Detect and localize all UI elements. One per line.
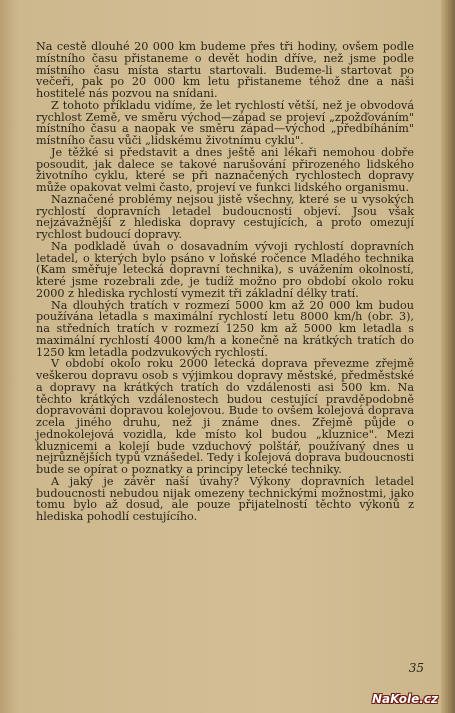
paragraph: Na podkladě úvah o dosavadním vývoji rychlostí dopravních letadel, o kterých bylo psáno v loňské ročence Mladého technika (Kam směřuje letecká dopravní technika), s uvážením okolností, které jsme rozebrali zde, je tudíž možno pro období okolo roku 2000 z hlediska rychlostí vymezit tři základní délky tratí. bbox=[36, 239, 414, 300]
page-edge-shadow bbox=[441, 0, 455, 713]
paragraph: A jaký je závěr naší úvahy? Výkony dopravních letadel budoucnosti nebudou nijak omezeny technickými možnostmi, jako tomu bylo až dosud, ale pouze přijatelností těchto výkonů z hlediska pohodlí cestujícího. bbox=[36, 474, 414, 523]
site-watermark: NaKole.cz bbox=[372, 692, 438, 706]
paragraph: Je těžké si představit a dnes ještě ani lékaři nemohou dobře posoudit, jak dalece se takové narušování přirozeného lidského životního cyklu, které se při naznačených rychlostech dopravy může opakovat velmi často, projeví ve funkci lidského organismu. bbox=[36, 145, 414, 194]
page-number: 35 bbox=[408, 661, 424, 675]
body-text bbox=[36, 41, 414, 523]
paragraph: Z tohoto příkladu vidíme, že let rychlostí větší, než je obvodová rychlost Země, ve směru východ—západ se projeví „zpožďováním" místního času a naopak ve směru západ—východ „předbíháním" místního času vůči „lidskému životnímu cyklu". bbox=[36, 98, 414, 147]
paragraph: V období okolo roku 2000 letecká doprava převezme zřejmě veškerou dopravu osob s výjimkou dopravy městské, předměstské a dopravy na krátkých tratích do vzdálenosti asi 500 km. Na těchto krátkých vzdálenostech budou cestující pravděpodobně dopravováni dopravou kolejovou. Bude to ovšem kolejová doprava zcela jiného druhu, než ji známe dnes. Zřejmě půjde o jednokolejová vozidla, kde místo kol budou „kluznice". Mezi kluznicemi a kolejí bude vzduchový polštář, používaný dnes u nejrůznějších typů vznášedel. Tedy i kolejová doprava budoucnosti bude se opírat o poznatky a principy letecké techniky. bbox=[36, 357, 415, 476]
paragraph: Na cestě dlouhé 20 000 km budeme přes tři hodiny, ovšem podle místního času přistaneme o devět hodin dříve, než jsme podle místního času místa startu startovali. Budeme-li startovat po večeři, pak po 20 000 km letu přistaneme téhož dne a naši hostitelé nás pozvou na snídani. bbox=[36, 40, 414, 100]
paragraph: Na dlouhých tratích v rozmezí 5000 km až 20 000 km budou používána letadla s maximální rychlostí letu 8000 km/h (obr. 3), na středních tratích v rozmezí 1250 km až 5000 km letadla s maximální rychlostí 4000 km/h a konečně na krátkých tratích do 1250 km letadla podzvukových rychlostí. bbox=[36, 298, 414, 359]
paragraph: Naznačené problémy nejsou jistě všechny, které se u vysokých rychlostí dopravních letadel budoucnosti objeví. Jsou však nejzávažnější z hlediska dopravy cestujících, a proto omezují rychlost budoucí dopravy. bbox=[36, 192, 414, 241]
